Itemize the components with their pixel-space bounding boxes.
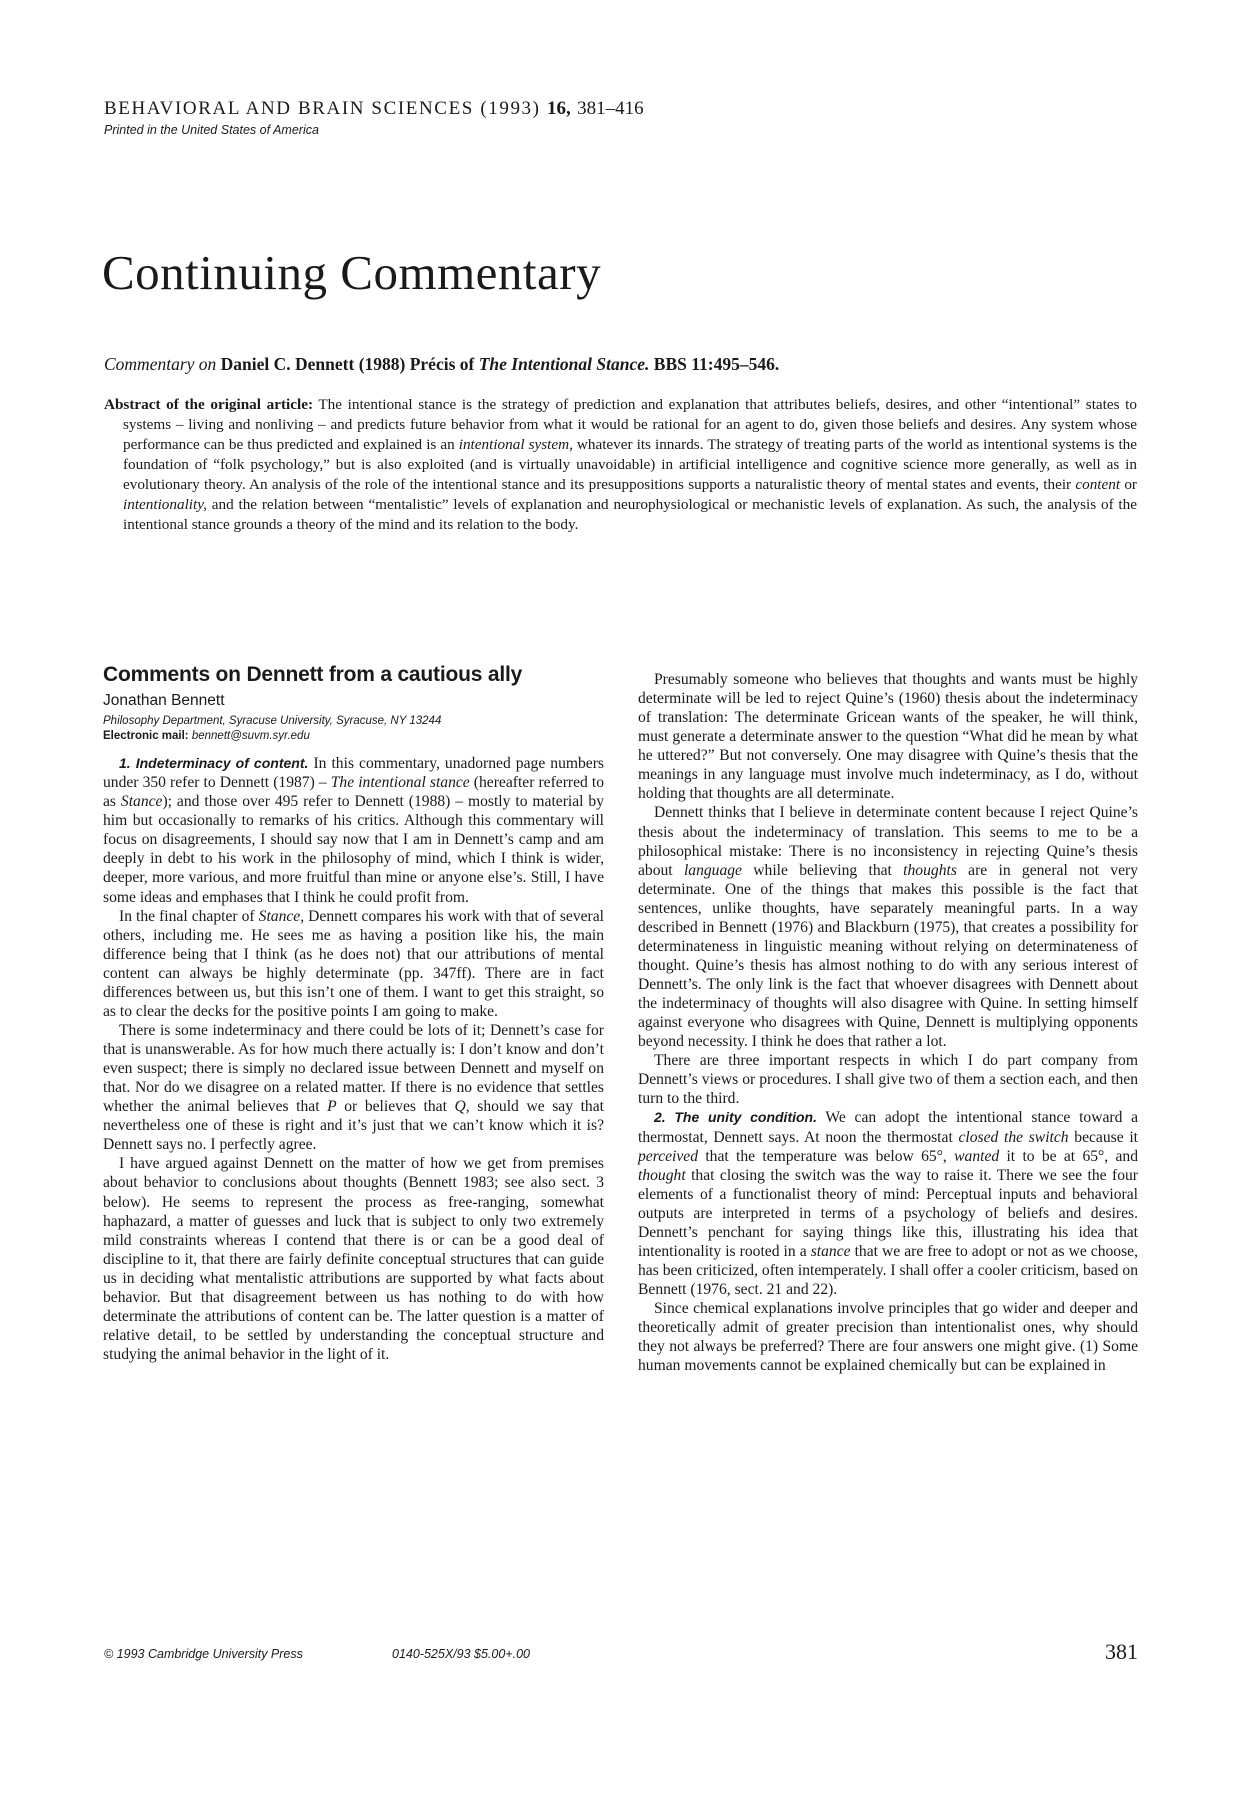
section-heading: 1. Indeterminacy of content. — [119, 755, 309, 772]
paragraph-text: ); and those over 495 refer to Dennett (1988) – mostly to material by him but occasionally to remarks of his critics. Although this commentary will focus on disagreements, I should say now that I am in Dennett’s camp and am deeply in debt to his work in the philosophy of mind, which I think is wider, deeper, more various, and more fruitful than mine or anyone else’s. Still, I have some ideas and emphases that I think he could profit from. — [103, 793, 604, 906]
journal-title — [104, 98, 644, 120]
paragraph-text: that closing the switch was the way to raise it. There we see the four elements of a functionalist theory of mind: Perceptual inputs and behavioral outputs are interpreted in terms of a psychology of beliefs and desires. Dennett’s penchant for saying things like this, illustrating his idea that intentionality is rooted in a — [638, 1166, 1138, 1260]
original-abstract — [104, 395, 1137, 535]
journal-header — [104, 98, 644, 137]
email-address: bennett@suvm.syr.edu — [191, 730, 310, 743]
abstract-emphasis: content — [1075, 476, 1121, 493]
commentary-prefix: Commentary on — [104, 354, 217, 374]
paragraph-text: should we say that nevertheless one of these is right and it’s just that we can’t know which it is? Dennett says no. I perfectly agree. — [103, 1098, 604, 1154]
commentary-target-source: BBS 11:495–546. — [653, 354, 780, 374]
body-paragraph — [638, 803, 1138, 1051]
paragraph-text: Presumably someone who believes that thoughts and wants must be highly determinate will be led to reject Quine’s (1960) thesis about the indeterminacy of translation: The determinate Gricean wants of the speaker, he will think, must generate a determinate answer to the question “What did he mean by what he uttered?” But not conversely. One may disagree with Quine’s thesis that the meanings in any language must involve much indeterminacy, as I do, without holding that thoughts are all determinate. — [638, 671, 1138, 803]
paragraph-emphasis: The intentional stance — [330, 774, 470, 792]
paragraph-emphasis: wanted — [954, 1147, 1000, 1165]
abstract-text: or — [1120, 476, 1137, 493]
abstract-lead: Abstract of the original article: — [104, 396, 314, 413]
body-paragraph — [103, 1154, 604, 1364]
paragraph-emphasis: thought — [638, 1166, 686, 1184]
commentary-target-work: The Intentional Stance. — [478, 354, 650, 374]
printed-line: Printed in the United States of America — [104, 123, 319, 137]
body-paragraph — [638, 670, 1138, 803]
journal-year: (1993) — [480, 98, 541, 119]
paragraph-emphasis: perceived — [638, 1147, 699, 1165]
paragraph-emphasis: Q, — [454, 1098, 470, 1116]
abstract-emphasis: intentionality, — [123, 496, 207, 513]
copyright-notice: © 1993 Cambridge University Press — [104, 1647, 303, 1661]
commentary-on-line — [104, 354, 779, 375]
abstract-emphasis: intentional system, — [458, 436, 573, 453]
author-name: Jonathan Bennett — [103, 692, 225, 709]
paragraph-emphasis: thoughts — [903, 861, 957, 879]
abstract-text: The intentional stance is the strategy of prediction and explanation that attributes beliefs, desires, and other “intentional” states to systems – living and nonliving – and predicts future behavior from what it would be rational for an agent to do, given those beliefs and desires. Any system whose performance can be thus predicted and explained is an — [123, 396, 1137, 453]
paragraph-text: Dennett compares his work with that of several others, including me. He sees me as having a position like his, the main difference being that I think (as he does not) that our attributions of mental content can always be highly determinate (pp. 347ff). There are in fact differences between us, but this isn’t one of them. I want to get this straight, so as to clear the decks for the positive points I am going to make. — [103, 907, 604, 1020]
article-title: Comments on Dennett from a cautious ally — [103, 663, 523, 686]
abstract-text: whatever its innards. The strategy of treating parts of the world as intentional systems is the foundation of “folk psychology,” but is also exploited (and is virtually unavoidable) in artificial intelligence and cognitive science more generally, as well as in evolutionary theory. An analysis of the role of the intentional stance and its presuppositions supports a naturalistic theory of mental states and events, their — [123, 436, 1137, 493]
right-column — [638, 670, 1138, 1375]
email-label: Electronic mail: — [103, 730, 189, 743]
body-paragraph — [638, 1299, 1138, 1375]
paragraph-text: Dennett thinks that I believe in determinate content because I reject Quine’s thesis about the indeterminacy of translation. This seems to me to be a philosophical mistake: There is no inconsistency in rejecting Quine’s thesis about — [638, 804, 1138, 879]
paragraph-emphasis: P — [327, 1098, 337, 1116]
abstract-text: and the relation between “mentalistic” levels of explanation and neurophysiological or mechanistic levels of explanation. As such, the analysis of the intentional stance grounds a theory of the mind and its relation to the body. — [123, 496, 1137, 533]
body-paragraph — [103, 907, 604, 1021]
section-title: Continuing Commentary — [102, 245, 602, 300]
paragraph-text: because it — [1068, 1128, 1138, 1146]
left-column — [103, 662, 604, 1364]
paragraph-text: are in general not very determinate. One of the things that makes this possible is the fact that sentences, unlike thoughts, have separately meaningful parts. In a way described in Bennett (1976) and Blackburn (1975), that creates a possibility for determinateness in linguistic meaning without relying on determinateness of thought. Quine’s thesis has almost nothing to do with any serious interest of Dennett’s. The only link is the fact that whoever disagrees with Dennett about the indeterminacy of thoughts will also disagree with Quine. In setting himself against everyone who disagrees with Quine, Dennett is multiplying opponents beyond necessity. I think he does that rather a lot. — [638, 861, 1138, 1051]
paragraph-text: or believes that — [336, 1098, 455, 1116]
abstract-paragraph — [104, 395, 1137, 535]
journal-pages: 381–416 — [577, 98, 644, 119]
paragraph-text: (hereafter referred to as — [103, 774, 605, 811]
paragraph-emphasis: Stance, — [258, 907, 305, 925]
journal-volume: 16, — [546, 98, 571, 119]
paragraph-text: In this commentary, unadorned page numbers under 350 refer to Dennett (1987) – — [103, 755, 604, 792]
journal-name: BEHAVIORAL AND BRAIN SCIENCES — [104, 98, 474, 119]
body-paragraph — [103, 754, 604, 907]
paragraph-text: There is some indeterminacy and there could be lots of it; Dennett’s case for that is unanswerable. As for how much there actually is: I don’t know and don’t even suspect; there is simply no declared issue between Dennett and myself on that. Nor do we disagree on a related matter. If there is no evidence that settles whether the animal believes that — [103, 1021, 604, 1116]
body-paragraph — [638, 1051, 1138, 1108]
commentary-target-author: Daniel C. Dennett (1988) Précis of — [220, 354, 475, 374]
paragraph-text: I have argued against Dennett on the matter of how we get from premises about behavior to conclusions about thoughts (Bennett 1983; see also sect. 3 below). He seems to represent the process as free-ranging, somewhat haphazard, a matter of guesses and luck that is subject to only two extremely mild constraints whereas I contend that there is or can be a good deal of discipline to it, that there are fairly definite conceptual structures that can guide us in deciding what mentalistic attributions are supported by what facts about behavior. But that disagreement between us has nothing to do with how determinate the attributions of content can be. The latter question is a matter of relative detail, to be settled by understanding the conceptual structure and studying the animal behavior in the light of it. — [103, 1155, 604, 1363]
paragraph-emphasis: stance — [810, 1242, 851, 1260]
paragraph-emphasis: closed the switch — [958, 1128, 1069, 1146]
body-paragraph — [638, 1108, 1138, 1299]
paragraph-emphasis: language — [683, 861, 742, 879]
page-number: 381 — [1105, 1639, 1138, 1664]
paragraph-text: that we are free to adopt or not as we choose, has been criticized, often intemperately. I shall offer a cooler criticism, based on Bennett (1976, sect. 21 and 22). — [638, 1242, 1138, 1298]
paragraph-text: it to be at 65°, and — [999, 1147, 1138, 1165]
paragraph-text: while believing that — [741, 861, 904, 879]
paragraph-text: There are three important respects in which I do part company from Dennett’s views or procedures. I shall give two of them a section each, and then turn to the third. — [638, 1052, 1138, 1108]
body-paragraph — [103, 1021, 604, 1154]
paragraph-text: In the final chapter of — [119, 907, 259, 925]
author-affiliation: Philosophy Department, Syracuse University, Syracuse, NY 13244 — [103, 715, 442, 728]
paragraph-text: We can adopt the intentional stance toward a thermostat, Dennett says. At noon the thermostat — [638, 1109, 1138, 1146]
paragraph-text: Since chemical explanations involve principles that go wider and deeper and theoretically admit of greater precision than intentionalist ones, why should they not always be preferred? There are four answers one might give. (1) Some human movements cannot be explained chemically but can be explained in — [638, 1300, 1138, 1375]
author-email-line — [103, 729, 604, 744]
issn-price-code: 0140-525X/93 $5.00+.00 — [392, 1647, 530, 1661]
section-heading: 2. The unity condition. — [654, 1109, 817, 1126]
paragraph-emphasis: Stance — [120, 793, 163, 811]
paragraph-text: that the temperature was below 65°, — [698, 1147, 955, 1165]
